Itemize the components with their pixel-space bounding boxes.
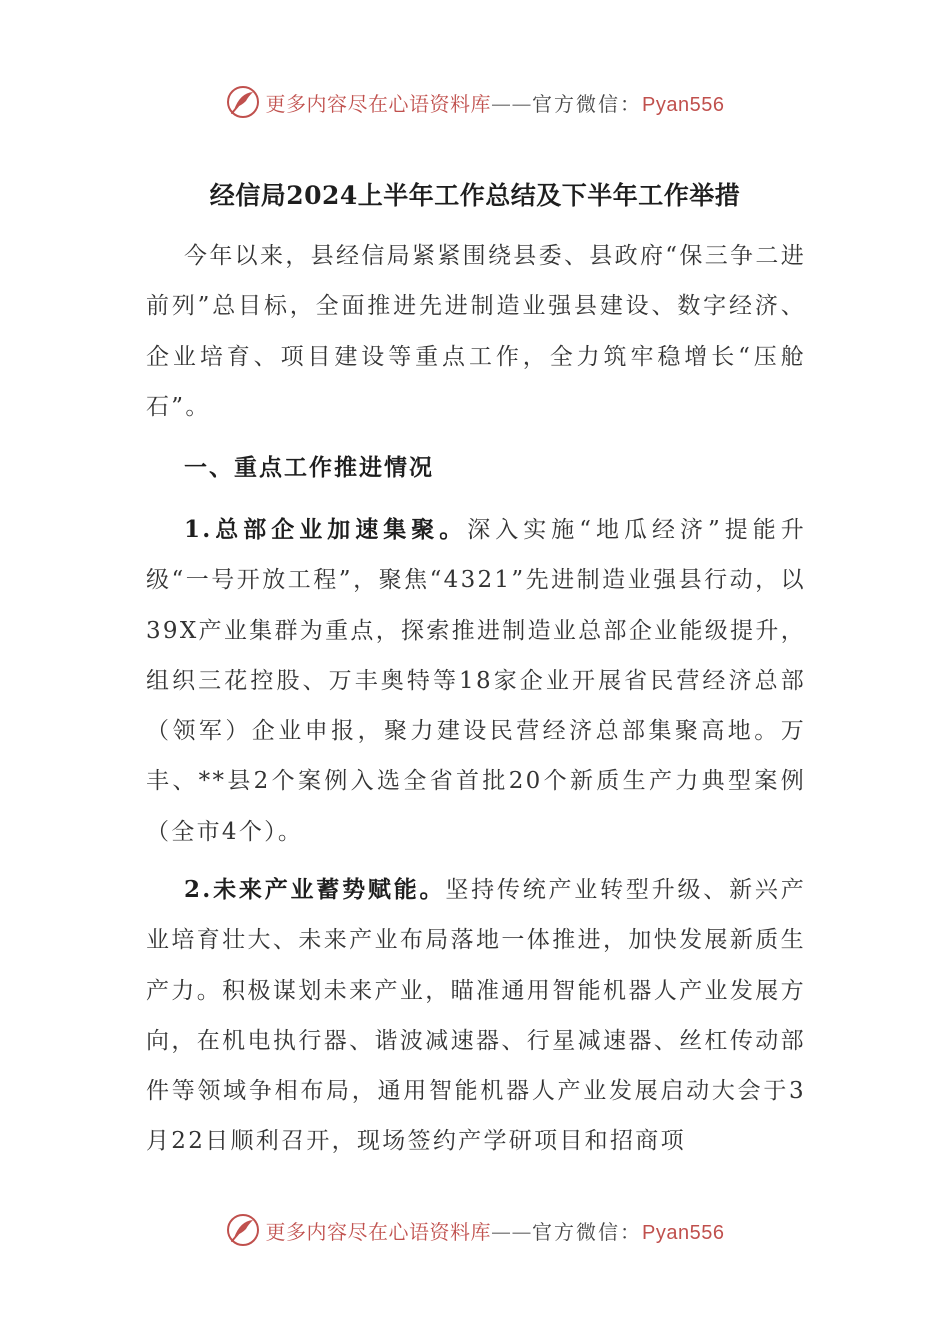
item-lead-2: 2.未来产业蓄势赋能。 xyxy=(184,876,446,903)
item-body-2: 坚持传统产业转型升级、新兴产业培育壮大、未来产业布局落地一体推进，加快发展新质生产力。积极谋划未来产业，瞄准通用智能机器人产业发展方向，在机电执行器、谐波减速器、行星减速器、丝杠传动部件等领域争相布局，通用智能机器人产业发展启动大会于3月22日顺利召开，现场签约产学研项目和招商项 xyxy=(146,877,807,1155)
pen-logo-icon xyxy=(226,1213,260,1247)
banner-title-footer: 更多内容尽在心语资料库 xyxy=(265,1219,492,1244)
footer-banner xyxy=(0,1210,950,1250)
intro-paragraph: 今年以来，县经信局紧紧围绕县委、县政府“保三争二进前列”总目标，全面推进先进制造业强县建设、数字经济、企业培育、项目建设等重点工作，全力筑牢稳增长“压舱石”。 xyxy=(146,243,806,420)
banner-text-footer xyxy=(266,1216,725,1245)
banner-content xyxy=(226,85,725,119)
document-title: 经信局2024上半年工作总结及下半年工作举措 xyxy=(209,181,741,210)
banner-text xyxy=(266,88,725,117)
header-banner xyxy=(0,82,950,122)
banner-wechat-id-footer: Pyan556 xyxy=(642,1221,725,1244)
section-heading: 一、重点工作推进情况 xyxy=(184,454,434,481)
banner-content-footer xyxy=(226,1213,725,1247)
item-lead-1: 1.总部企业加速集聚。 xyxy=(184,516,468,543)
item-paragraph-2 xyxy=(146,865,806,1167)
banner-wechat-id: Pyan556 xyxy=(642,93,725,116)
banner-label-footer: 官方微信： xyxy=(532,1219,643,1244)
pen-logo-icon xyxy=(226,85,260,119)
banner-label: 官方微信： xyxy=(532,91,643,116)
item-body-1: 深入实施“地瓜经济”提能升级“一号开放工程”，聚焦“4321”先进制造业强县行动，以39X产业集群为重点，探索推进制造业总部企业能级提升，组织三花控股、万丰奥特等18家企业开展省民营经济总部（领军）企业申报，聚力建设民营经济总部集聚高地。万丰、**县2个案例入选全省首批20个新质生产力典型案例（全市4个）。 xyxy=(146,517,806,845)
item-paragraph-1 xyxy=(146,505,806,857)
banner-title: 更多内容尽在心语资料库 xyxy=(265,91,492,116)
banner-dash-footer: —— xyxy=(491,1219,533,1244)
banner-dash: —— xyxy=(491,91,533,116)
